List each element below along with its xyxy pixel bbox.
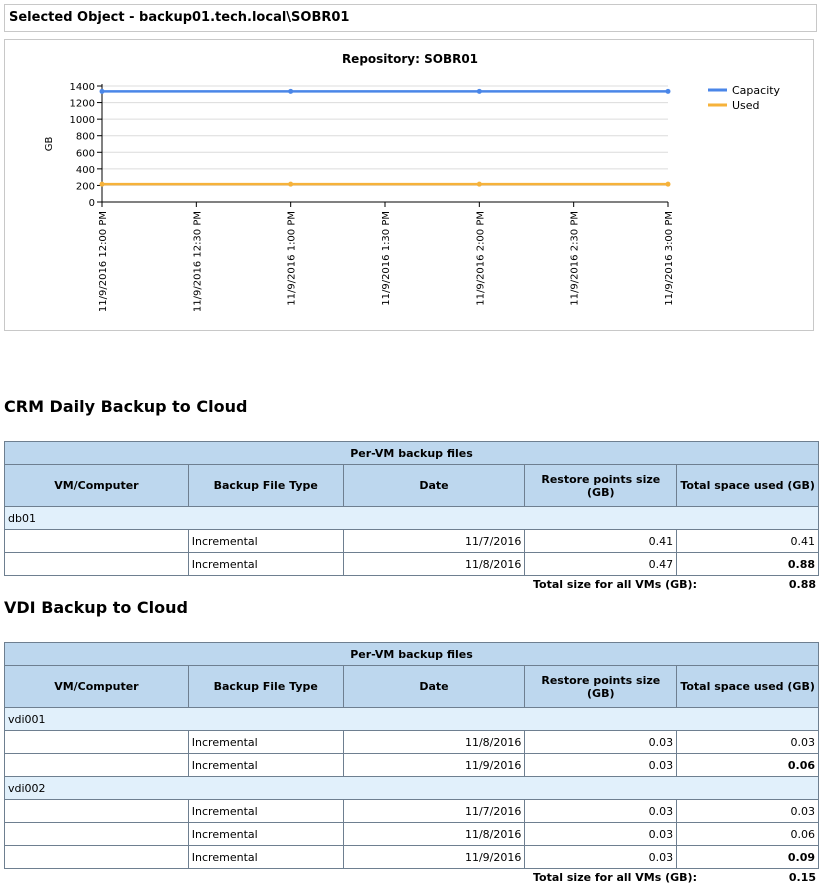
x-tick-label: 11/9/2016 12:00 PM: [98, 211, 109, 313]
table-row: [5, 530, 819, 553]
total-space-cell: 0.88: [677, 553, 819, 576]
x-tick-label: 11/9/2016 12:30 PM: [192, 211, 204, 313]
restore-size-cell: 0.03: [525, 800, 677, 823]
date-cell: 11/7/2016: [343, 530, 525, 553]
data-point-used: [288, 182, 293, 187]
restore-size-cell: 0.03: [525, 731, 677, 754]
table-row: [5, 800, 819, 823]
chart-title: Repository: SOBR01: [341, 52, 479, 66]
backup-type-cell: Incremental: [188, 846, 343, 869]
table-row: [5, 754, 819, 777]
legend-label-used: Used: [732, 99, 760, 112]
date-cell: 11/9/2016: [343, 846, 525, 869]
total-size-label-vdi: Total size for all VMs (GB):: [533, 871, 697, 884]
total-space-cell: 0.09: [677, 846, 819, 869]
y-tick-label: 1200: [69, 98, 95, 110]
data-point-used: [100, 182, 105, 187]
x-tick-label: 11/9/2016 2:30 PM: [569, 211, 581, 306]
backup-type-cell: Incremental: [188, 553, 343, 576]
column-header-restore-size: Restore points size (GB): [525, 465, 677, 507]
restore-size-cell: 0.03: [525, 823, 677, 846]
table-row: [5, 823, 819, 846]
backup-type-cell: Incremental: [188, 800, 343, 823]
data-point-capacity: [100, 89, 105, 94]
data-point-used: [477, 182, 482, 187]
vm-cell: [5, 731, 189, 754]
y-tick-label: 400: [75, 164, 95, 176]
x-tick-label: 11/9/2016 2:00 PM: [475, 211, 487, 306]
group-header: Per-VM backup files: [5, 442, 819, 465]
column-header-total-space: Total space used (GB): [677, 465, 819, 507]
vm-row-db01: db01: [5, 507, 819, 530]
y-tick-label: 1000: [69, 115, 95, 127]
column-header-vm: VM/Computer: [5, 465, 189, 507]
vm-row-vdi001: vdi001: [5, 708, 819, 731]
legend-label-capacity: Capacity: [732, 84, 781, 97]
date-cell: 11/9/2016: [343, 754, 525, 777]
y-tick-label: 800: [75, 131, 95, 143]
data-point-capacity: [666, 89, 671, 94]
vdi-backup-table: [4, 642, 819, 869]
y-axis-label: GB: [44, 136, 55, 152]
x-tick-label: 11/9/2016 1:00 PM: [286, 211, 298, 306]
total-space-cell: 0.06: [677, 823, 819, 846]
column-header-restore-size: Restore points size (GB): [525, 666, 677, 708]
vm-row-vdi002: vdi002: [5, 777, 819, 800]
column-header-type: Backup File Type: [188, 666, 343, 708]
repository-chart-panel: [4, 39, 814, 331]
x-tick-label: 11/9/2016 3:00 PM: [664, 211, 675, 306]
vm-cell: [5, 754, 189, 777]
restore-size-cell: 0.47: [525, 553, 677, 576]
crm-backup-table: [4, 441, 819, 576]
column-header-date: Date: [343, 465, 525, 507]
total-space-cell: 0.03: [677, 800, 819, 823]
column-header-date: Date: [343, 666, 525, 708]
table-row: [5, 731, 819, 754]
total-space-cell: 0.41: [677, 530, 819, 553]
date-cell: 11/7/2016: [343, 800, 525, 823]
vm-cell: [5, 846, 189, 869]
column-header-total-space: Total space used (GB): [677, 666, 819, 708]
table-row: [5, 846, 819, 869]
job-title-crm: CRM Daily Backup to Cloud: [4, 397, 248, 416]
date-cell: 11/8/2016: [343, 553, 525, 576]
vm-cell: [5, 553, 189, 576]
column-header-type: Backup File Type: [188, 465, 343, 507]
data-point-capacity: [477, 89, 482, 94]
vm-cell: [5, 823, 189, 846]
total-space-cell: 0.03: [677, 731, 819, 754]
y-tick-label: 600: [75, 148, 95, 160]
restore-size-cell: 0.03: [525, 846, 677, 869]
repository-chart: [5, 40, 813, 330]
total-size-label-crm: Total size for all VMs (GB):: [533, 578, 697, 591]
job-title-vdi: VDI Backup to Cloud: [4, 598, 188, 617]
date-cell: 11/8/2016: [343, 823, 525, 846]
backup-type-cell: Incremental: [188, 823, 343, 846]
backup-type-cell: Incremental: [188, 754, 343, 777]
vm-cell: [5, 530, 189, 553]
data-point-used: [666, 182, 671, 187]
y-tick-label: 200: [75, 181, 95, 193]
restore-size-cell: 0.41: [525, 530, 677, 553]
backup-type-cell: Incremental: [188, 530, 343, 553]
total-size-value-vdi: 0.15: [788, 871, 816, 884]
column-header-vm: VM/Computer: [5, 666, 189, 708]
data-point-capacity: [288, 89, 293, 94]
x-tick-label: 11/9/2016 1:30 PM: [381, 211, 392, 306]
y-tick-label: 1400: [69, 82, 95, 93]
date-cell: 11/8/2016: [343, 731, 525, 754]
total-size-value-crm: 0.88: [788, 578, 816, 591]
backup-type-cell: Incremental: [188, 731, 343, 754]
vm-cell: [5, 800, 189, 823]
selected-object-title: Selected Object - backup01.tech.local\SOBR01: [4, 4, 817, 32]
table-row: [5, 553, 819, 576]
group-header: Per-VM backup files: [5, 643, 819, 666]
restore-size-cell: 0.03: [525, 754, 677, 777]
y-tick-label: 0: [88, 198, 95, 209]
total-space-cell: 0.06: [677, 754, 819, 777]
